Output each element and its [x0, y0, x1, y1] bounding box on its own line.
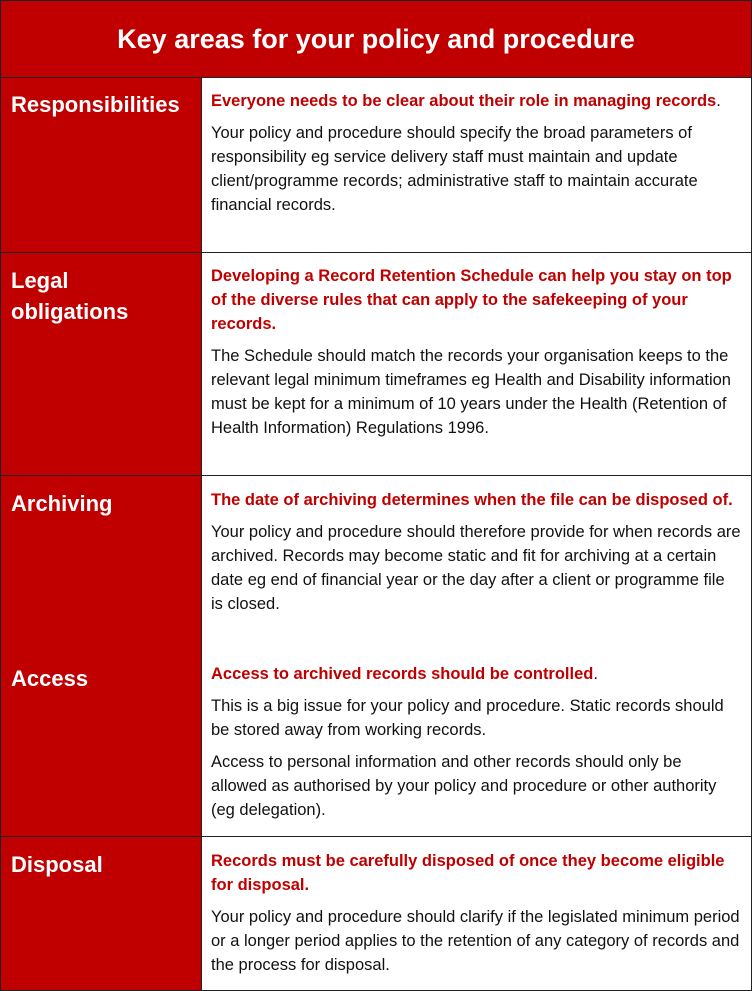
row-divider — [1, 836, 751, 837]
body-paragraph: The Schedule should match the records your organisation keeps to the relevant legal minimum timeframes eg Health and Disability information must be kept for a minimum of 10 years under the Health (Retention of Health Information) Regulations 1996. — [211, 347, 731, 437]
body-paragraph: This is a big issue for your policy and procedure. Static records should be stored away from working records. — [211, 697, 724, 739]
body-paragraph: Your policy and procedure should clarify if the legislated minimum period or a longer period applies to the retention of any category of records and the process for disposal. — [211, 908, 740, 974]
category-access: Access — [11, 666, 89, 691]
content-archiving — [211, 488, 741, 624]
row-divider — [1, 475, 751, 476]
lead-text: Access to archived records should be controlled. — [211, 665, 598, 683]
content-disposal — [211, 849, 741, 985]
lead-text: Everyone needs to be clear about their role in managing records. — [211, 92, 721, 110]
row-divider — [1, 252, 751, 253]
content-access — [211, 662, 741, 830]
lead-text: Developing a Record Retention Schedule can help you stay on top of the diverse rules that can apply to the safekeeping of your records. — [211, 267, 732, 333]
body-paragraph: Your policy and procedure should specify the broad parameters of responsibility eg service delivery staff must maintain and update client/programme records; administrative staff to maintain accurate financial records. — [211, 124, 698, 214]
lead-text: The date of archiving determines when the file can be disposed of. — [211, 491, 733, 509]
category-legal-obligations: Legal obligations — [11, 268, 129, 324]
category-responsibilities: Responsibilities — [11, 92, 180, 117]
lead-text: Records must be carefully disposed of once they become eligible for disposal. — [211, 852, 725, 894]
category-disposal: Disposal — [11, 852, 103, 877]
category-archiving: Archiving — [11, 491, 113, 516]
table-title: Key areas for your policy and procedure — [1, 1, 751, 78]
content-legal-obligations — [211, 264, 741, 448]
body-paragraph: Your policy and procedure should therefore provide for when records are archived. Records may become static and fit for archiving at a certain date eg end of financial year or the day after a client or programme file is closed. — [211, 523, 741, 613]
body-paragraph: Access to personal information and other records should only be allowed as authorised by your policy and procedure or other authority (eg delegation). — [211, 753, 717, 819]
content-responsibilities — [211, 89, 741, 225]
